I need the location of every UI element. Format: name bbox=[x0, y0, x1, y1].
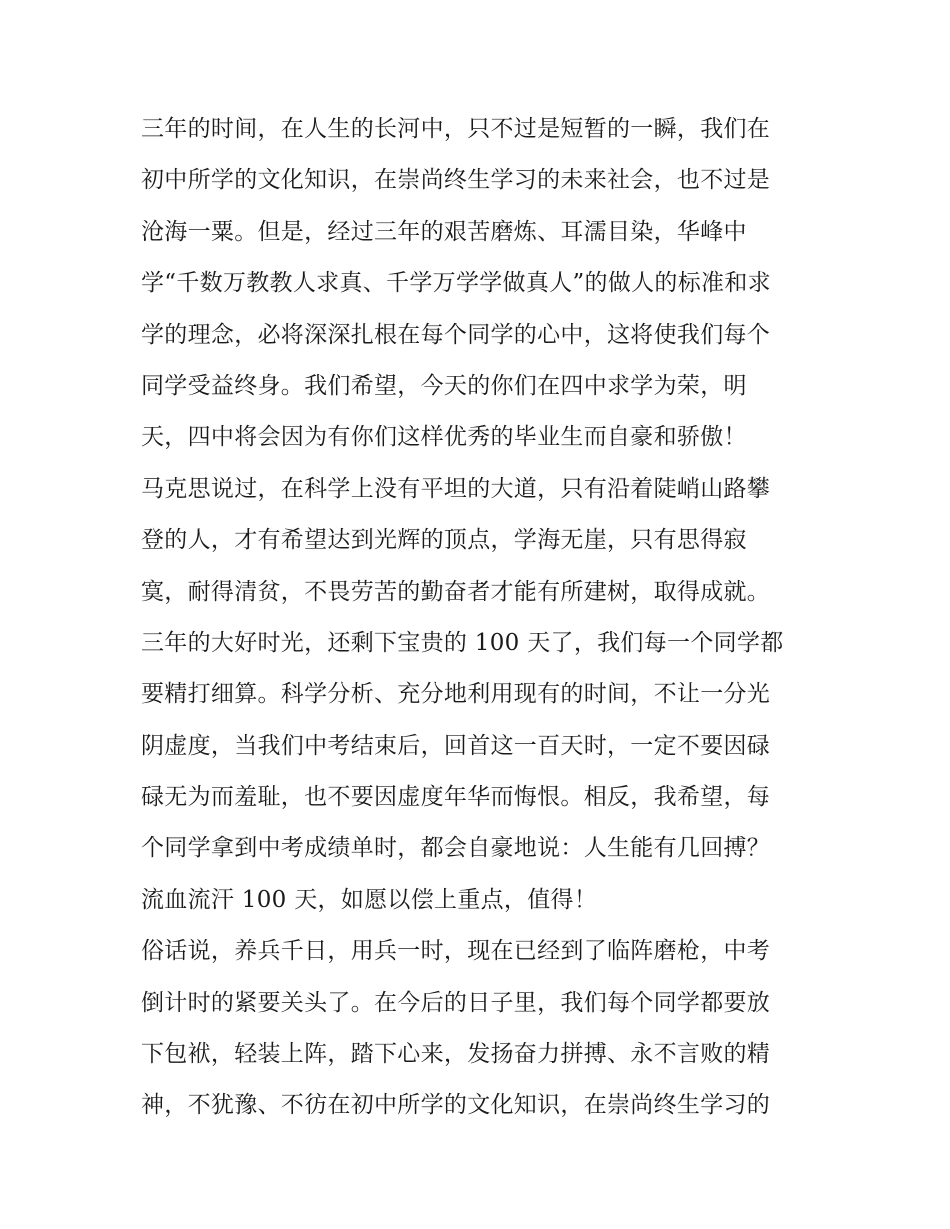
text-line-6: 同学受益终身。我们希望，今天的你们在四中求学为荣，明 bbox=[141, 372, 747, 399]
text-line-17: 俗话说，养兵千日，用兵一时，现在已经到了临阵磨枪，中考 bbox=[141, 938, 771, 965]
text-line-14: 碌无为而羞耻，也不要因虚度年华而悔恨。相反，我希望，每 bbox=[141, 784, 771, 811]
text-line-3: 沧海一粟。但是，经过三年的艰苦磨炼、耳濡目染，华峰中 bbox=[141, 218, 747, 245]
text-line-2: 初中所学的文化知识，在崇尚终生学习的未来社会，也不过是 bbox=[141, 167, 771, 194]
text-line-20: 神，不犹豫、不彷在初中所学的文化知识，在崇尚终生学习的 bbox=[141, 1092, 771, 1119]
text-line-1: 三年的时间，在人生的长河中，只不过是短暂的一瞬，我们在 bbox=[141, 116, 771, 142]
document-text-body bbox=[141, 104, 831, 1132]
text-line-9: 登的人，才有希望达到光辉的顶点，学海无崖，只有思得寂 bbox=[141, 527, 747, 554]
text-line-7: 天，四中将会因为有你们这样优秀的毕业生而自豪和骄傲！ bbox=[141, 424, 747, 451]
text-line-10: 寞，耐得清贫，不畏劳苦的勤奋者才能有所建树，取得成就。 bbox=[141, 578, 771, 605]
text-line-5: 学的理念，必将深深扎根在每个同学的心中，这将使我们每个 bbox=[141, 321, 771, 348]
text-line-8: 马克思说过，在科学上没有平坦的大道，只有沿着陡峭山路攀 bbox=[141, 475, 771, 502]
text-line-15: 个同学拿到中考成绩单时，都会自豪地说：人生能有几回搏？ bbox=[141, 835, 771, 862]
text-line-11: 三年的大好时光，还剩下宝贵的 100 天了，我们每一个同学都 bbox=[141, 629, 784, 656]
text-line-18: 倒计时的紧要关头了。在今后的日子里，我们每个同学都要放 bbox=[141, 989, 771, 1016]
text-line-12: 要精打细算。科学分析、充分地利用现有的时间，不让一分光 bbox=[141, 681, 771, 708]
text-line-13: 阴虚度，当我们中考结束后，回首这一百天时，一定不要因碌 bbox=[141, 732, 771, 759]
text-line-19: 下包袱，轻装上阵，踏下心来，发扬奋力拼搏、永不言败的精 bbox=[141, 1041, 771, 1068]
text-line-16: 流血流汗 100 天，如愿以偿上重点，值得！ bbox=[141, 886, 598, 913]
text-line-4: 学“千数万教教人求真、千学万学学做真人”的做人的标准和求 bbox=[141, 270, 771, 297]
